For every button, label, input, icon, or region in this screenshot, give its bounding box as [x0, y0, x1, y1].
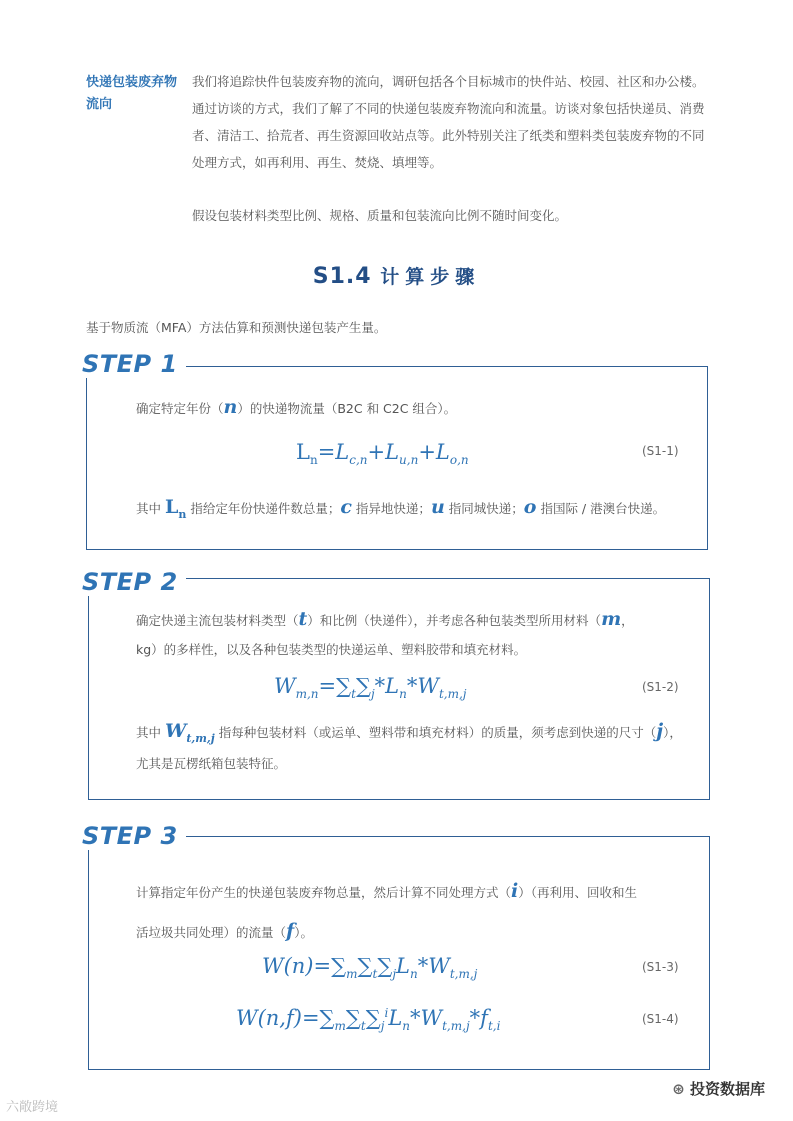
var-i: i: [511, 880, 519, 902]
paragraph-waste-flow: 我们将追踪快件包装废弃物的流向，调研包括各个目标城市的快件站、校园、社区和办公楼。通过访谈的方式，我们了解了不同的快递包装废弃物流向和流量。访谈对象包括快递员、消费者、清洁工、拾荒者、再生资源回收站点等。此外特别关注了纸类和塑料类包装废弃物的不同处理方式，如再利用、再生、焚烧、填埋等。: [192, 74, 705, 170]
step2-note: 其中 $W_{t,m,j}$ 指每种包装材料（或运单、塑料带和填充材料）的质量，须考虑到快递的尺寸（j），: [136, 720, 682, 745]
eq-number-s1-3: (S1-3): [642, 960, 679, 974]
section-number: S1.4: [312, 264, 372, 289]
var-o: o: [523, 496, 537, 518]
eq-number-s1-4: (S1-4): [642, 1012, 679, 1026]
section-intro: 基于物质流（MFA）方法估算和预测快递包装产生量。: [86, 320, 387, 335]
corner-watermark: 六敞跨境: [6, 1100, 59, 1115]
var-n: n: [223, 396, 238, 418]
step1-description: 确定特定年份（n）的快递物流量（B2C 和 C2C 组合）。: [136, 396, 457, 418]
formula-s1-4: $W(n,f)=\sum_m\sum_t\sum_j^iL_n*W_{t,m,j}*f_{t,i}$: [236, 1006, 501, 1034]
step2-note-line2: 尤其是瓦楞纸箱包装特征。: [136, 756, 287, 771]
step3-line1: 计算指定年份产生的快递包装废弃物总量，然后计算不同处理方式（i）（再利用、回收和生: [136, 880, 637, 902]
eq-number-s1-1: (S1-1): [642, 444, 679, 458]
step1-note: 其中 $L_n$ 指给定年份快递件数总量；c 指异地快递；u 指同城快递；o 指国际 / 港澳台快递。: [136, 496, 666, 521]
wechat-watermark: ⊛ 投资数据库: [672, 1080, 765, 1098]
step2-line1: 确定快递主流包装材料类型（t）和比例（快递件），并考虑各种包装类型所用材料（m，: [136, 608, 634, 630]
step3-line2: 活垃圾共同处理）的流量（f）。: [136, 920, 313, 942]
var-t: t: [298, 608, 308, 630]
step3-box: [88, 836, 710, 1070]
step2-line2: kg）的多样性，以及各种包装类型的快递运单、塑料胶带和填充材料。: [136, 642, 527, 657]
step3-label: STEP 3: [82, 822, 186, 850]
side-title: 快递包装废弃物流向: [86, 75, 178, 112]
paragraph-assumption: 假设包装材料类型比例、规格、质量和包装流向比例不随时间变化。: [192, 208, 568, 223]
section-name: 计算步骤: [380, 266, 481, 288]
step1-label: STEP 1: [82, 350, 186, 378]
var-j: j: [656, 720, 664, 742]
var-Wtmj: $W_{t,m,j}$: [165, 720, 215, 745]
var-Ln: $L_n$: [165, 496, 187, 521]
var-m: m: [601, 608, 622, 630]
var-c: c: [340, 496, 352, 518]
step2-label: STEP 2: [82, 568, 186, 596]
section-title: [0, 262, 793, 289]
var-f: f: [286, 920, 295, 942]
formula-s1-1: $L_n=L_{c,n}+L_{u,n}+L_{o,n}$: [296, 440, 469, 468]
formula-s1-2: $W_{m,n}=\sum_t\sum_j*L_n*W_{t,m,j}$: [274, 674, 467, 702]
var-u: u: [430, 496, 445, 518]
formula-s1-3: $W(n)=\sum_m\sum_t\sum_jL_n*W_{t,m,j}$: [262, 954, 478, 982]
wechat-icon: ⊛: [672, 1080, 690, 1098]
eq-number-s1-2: (S1-2): [642, 680, 679, 694]
